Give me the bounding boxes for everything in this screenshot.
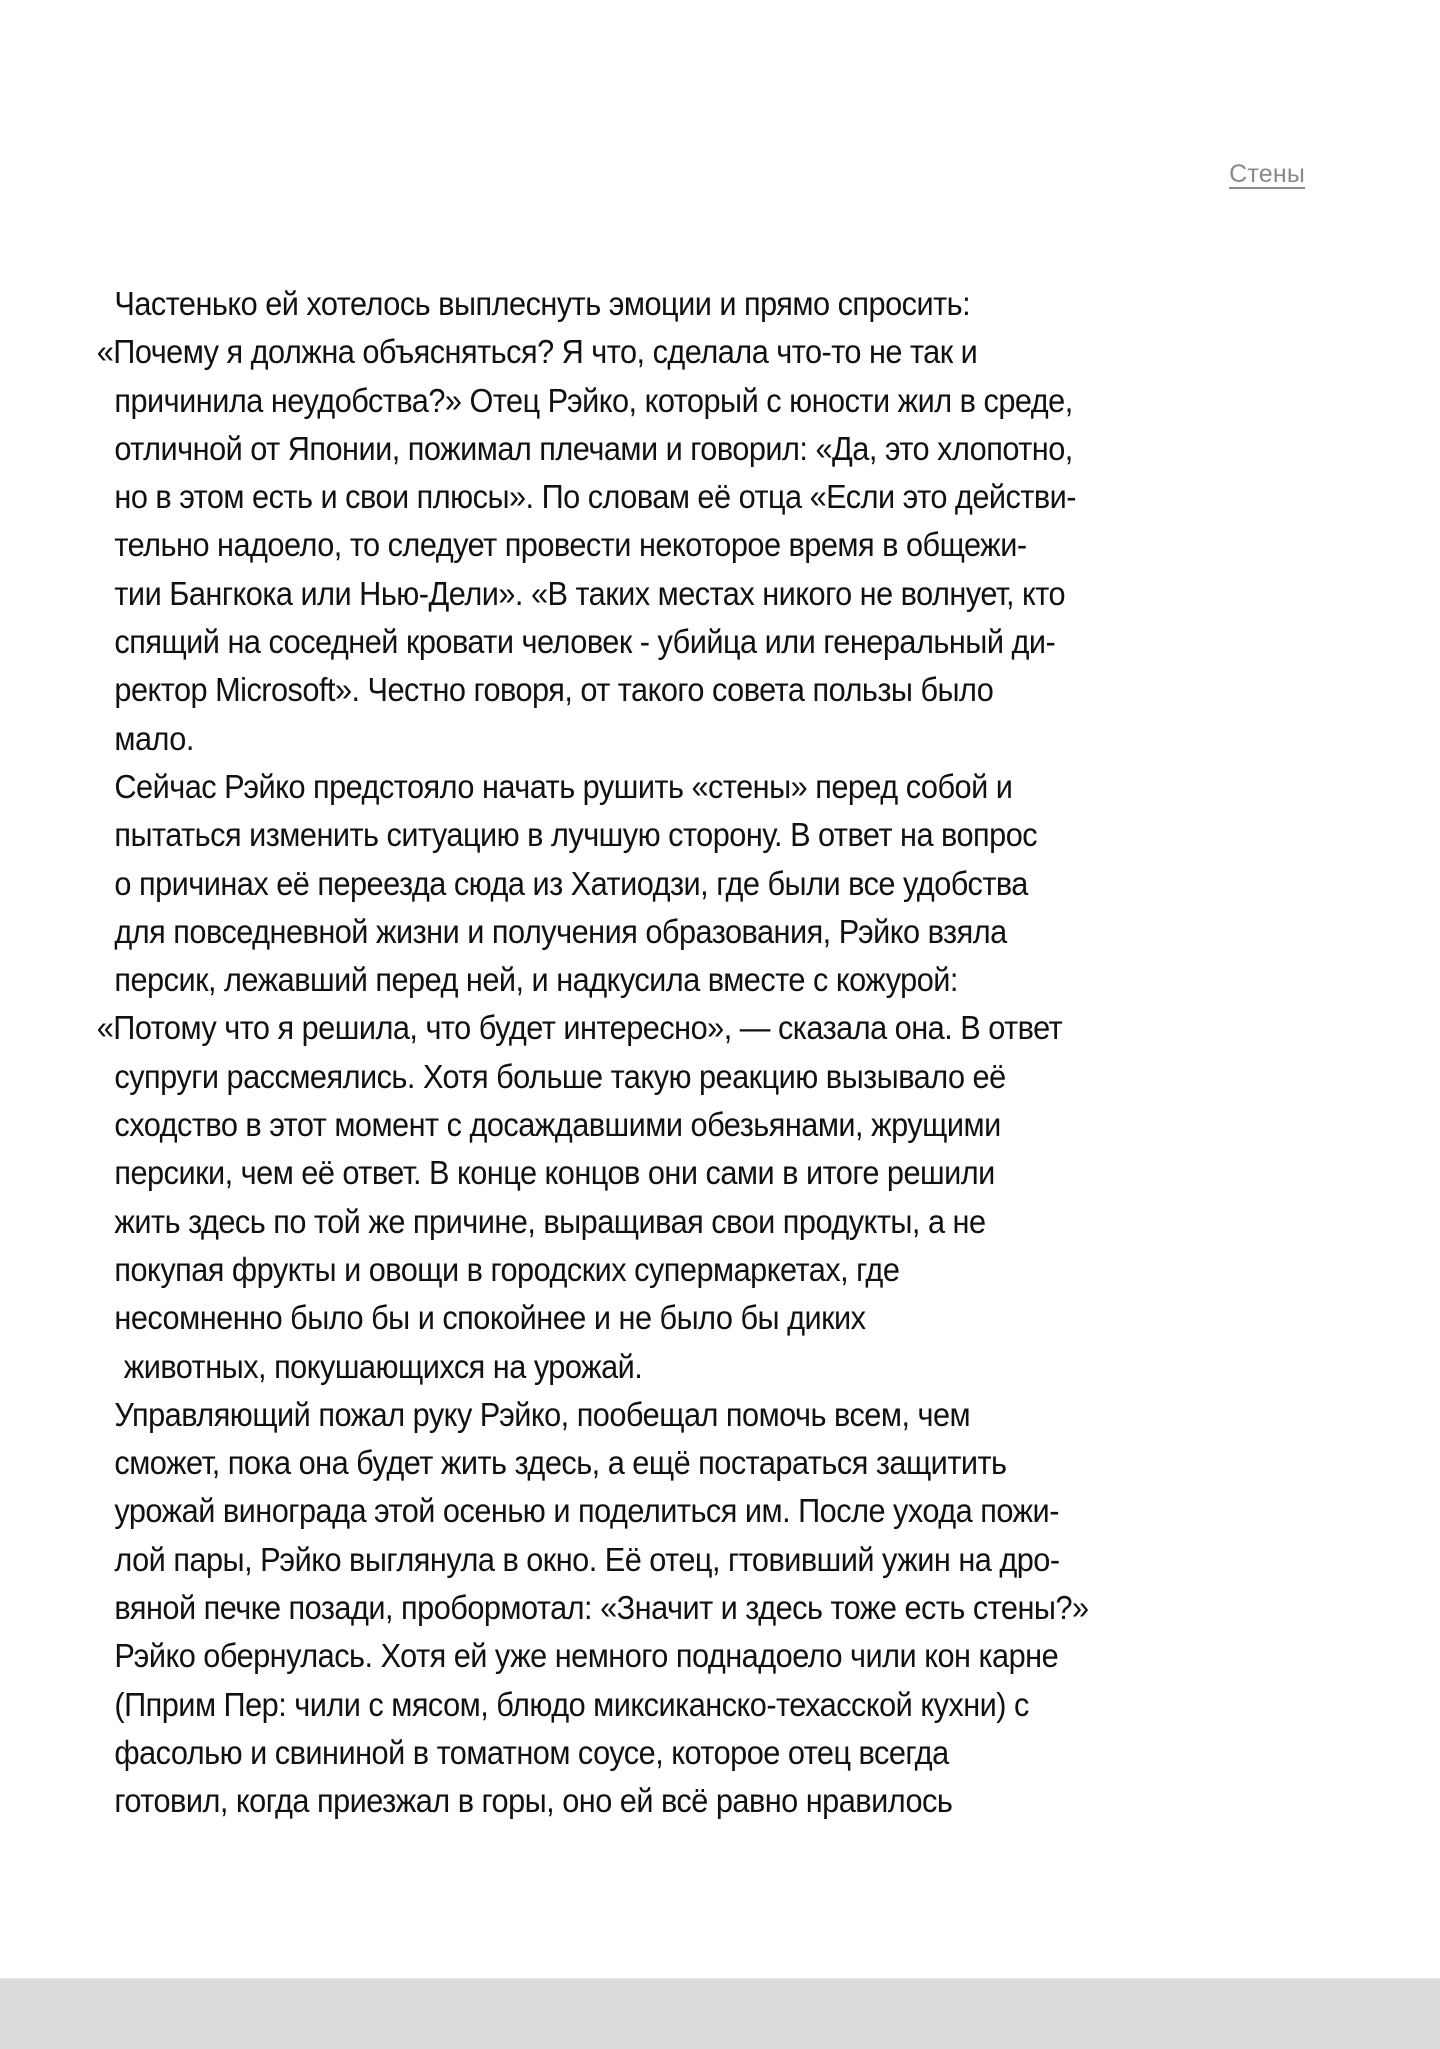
text-line: для повседневной жизни и получения образования, Рэйко взяла [114, 912, 1007, 950]
text-line: мало. [114, 719, 194, 757]
text-line: пытаться изменить ситуацию в лучшую сторону. В ответ на вопрос [114, 816, 1038, 854]
text-line: сходство в этот момент с досаждавшими обезьянами, жрущими [114, 1106, 1001, 1144]
text-line: вяной печке позади, пробормотал: «Значит и здесь тоже есть стены?» [114, 1589, 1089, 1627]
text-line: тии Бангкока или Нью-Дели». «В таких местах никого не волнует, кто [114, 574, 1066, 612]
text-line: отличной от Японии, пожимал плечами и говорил: «Да, это хлопотно, [114, 429, 1073, 467]
text-line: животных, покушающихся на урожай. [123, 1347, 643, 1385]
text-line: персики, чем её ответ. В конце концов они сами в итоге решили [114, 1154, 995, 1192]
text-line: но в этом есть и свои плюсы». По словам её отца «Если это действи- [114, 478, 1077, 516]
text-line: тельно надоело, то следует провести некоторое время в общежи- [114, 526, 1027, 564]
text-line: готовил, когда приезжал в горы, оно ей всё равно нравилось [114, 1782, 953, 1820]
text-line: Частенько ей хотелось выплеснуть эмоции и прямо спросить: [114, 285, 971, 322]
running-header-chapter-title: Стены [1229, 160, 1305, 188]
text-line: «Почему я должна объясняться? Я что, сделала что-то не так и [96, 333, 978, 371]
text-line: сможет, пока она будет жить здесь, а ещё постараться защитить [114, 1444, 1007, 1482]
text-line: «Потому что я решила, что будет интересно», — сказала она. В ответ [96, 1009, 1063, 1047]
text-line: спящий на соседней кровати человек - убийца или генеральный ди- [114, 623, 1056, 661]
body-text [0, 280, 1440, 1826]
text-line: урожай винограда этой осенью и поделиться им. После ухода пожи- [114, 1492, 1059, 1530]
text-line: Сейчас Рэйко предстояло начать рушить «стены» перед собой и [114, 767, 1013, 805]
text-line: фасолью и свининой в томатном соусе, которое отец всегда [114, 1733, 949, 1771]
text-line: персик, лежавший перед ней, и надкусила вместе с кожурой: [114, 961, 958, 999]
page-bottom-margin-band [0, 1978, 1440, 2049]
text-line: жить здесь по той же причине, выращивая свои продукты, а не [114, 1202, 986, 1240]
text-line: Рэйко обернулась. Хотя ей уже немного поднадоело чили кон карне [114, 1637, 1059, 1675]
text-line: ректор Microsoft». Честно говоря, от такого совета пользы было [114, 671, 994, 709]
text-line: причинила неудобства?» Отец Рэйко, который с юности жил в среде, [114, 381, 1073, 419]
text-line: Управляющий пожал руку Рэйко, пообещал помочь всем, чем [114, 1395, 971, 1433]
text-line: о причинах её переезда сюда из Хатиодзи, где были все удобства [114, 864, 1028, 902]
text-line: несомненно было бы и спокойнее и не было бы диких [114, 1299, 866, 1337]
text-line: лой пары, Рэйко выглянула в окно. Её отец, гтовивший ужин на дро- [114, 1540, 1060, 1578]
text-line: (Пприм Пер: чили с мясом, блюдо миксиканско-техасской кухни) с [114, 1685, 1029, 1723]
text-line: покупая фрукты и овощи в городских супермаркетах, где [114, 1250, 900, 1288]
text-line: супруги рассмеялись. Хотя больше такую реакцию вызывало её [114, 1057, 1006, 1095]
